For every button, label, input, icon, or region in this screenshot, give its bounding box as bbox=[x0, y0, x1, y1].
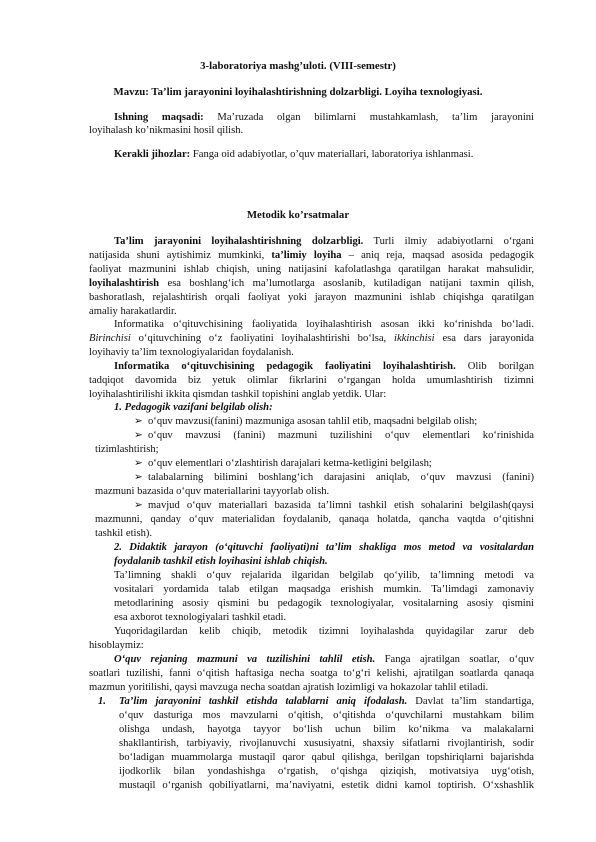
p6-line-1: Ta’lim jarayonini tashkil etishda talablarni aniq ifodalash. Davlat ta’lim standartiga, bbox=[119, 696, 534, 707]
purpose-line-2: loyihalash ko’nikmasini hosil qilish. bbox=[89, 125, 244, 136]
arrow-bullet-icon: ➢ bbox=[134, 430, 143, 441]
p1-line-2: natijasida shuni aytishimiz mumkinki, ta’limiy loyiha – aniq reja, maqsad asosida pedagogik bbox=[89, 250, 535, 261]
list1-item-cont: tashkil etish). bbox=[95, 528, 153, 539]
p3-line-1: Informatika o‘qituvchisining pedagogik faoliyatini loyihalashtirish. Olib borilgan bbox=[114, 361, 534, 372]
equipment-line: Kerakli jihozlar: Fanga oid adabiyotlar, o’quv materiallari, laboratoriya ishlanmasi. bbox=[114, 149, 474, 160]
lab-title: 3-laboratoriya mashg’uloti. (VIII-semestr) bbox=[200, 60, 396, 72]
p6-line: mustaqil o‘rganish qobiliyatlarni, ma’naviyatni, estetik didni kamol toptirish. O‘xshashlik bbox=[119, 780, 534, 791]
list1-item-cont: mazmuni bazasida o‘quv materiallarini tayyorlab olish. bbox=[95, 486, 330, 497]
p2-line-1: Informatika o‘qituvchisining faoliyatida loyihalashtirish asosan ikki ko‘rinishda bo‘ladi. bbox=[114, 319, 534, 330]
p1-line-1: Ta’lim jarayonini loyihalashtirishning dolzarbligi. Turli ilmiy adabiyotlarni o‘rgani bbox=[114, 236, 534, 247]
section-title: Metodik ko’rsatmalar bbox=[246, 209, 350, 221]
list2-line: metodlarining asosiy qismini bu pedagogik texnologiyalar, vositalarning asosiy qismini bbox=[114, 598, 534, 609]
p1-line-6: amaliy harakatlardir. bbox=[89, 306, 177, 317]
list1-item: ➢ mavjud o‘quv materiallari bazasida ta’limni tashkil etish sohalarini belgilash(qaysi bbox=[134, 500, 534, 511]
list2-line: Ta’limning shakli o‘quv rejalarida ilgaridan belgilab qo‘yilib, ta’limning metodi va bbox=[114, 570, 534, 581]
p5-line-1: O‘quv rejaning mazmuni va tuzilishini tahlil etish. Fanga ajratilgan soatlar, o‘quv bbox=[114, 654, 534, 665]
arrow-bullet-icon: ➢ bbox=[134, 458, 143, 469]
p2-line-2: Birinchisi o‘qituvchining o‘z faoliyatini loyihalashtirishi bo‘lsa, ikkinchisi esa dars jarayonida bbox=[89, 333, 534, 344]
list1-heading: 1. Pedagogik vazifani belgilab olish: bbox=[114, 402, 273, 413]
arrow-bullet-icon: ➢ bbox=[134, 500, 143, 511]
list1-item: ➢ o‘quv mavzusi(fanini) mazmuniga asosan tahlil etib, maqsadni belgilab olish; bbox=[134, 416, 478, 427]
list1-item: ➢ o‘quv elementlari o‘zlashtirish darajalari ketma-ketligini belgilash; bbox=[134, 458, 432, 469]
list1-item: ➢ o‘quv mavzusi (fanini) mazmuni tuzilishini o‘quv elementlari ko‘rinishida bbox=[134, 430, 534, 441]
p4-line-2: hisoblaymiz: bbox=[89, 640, 144, 651]
list1-item-cont: mazmunni, qanday o‘quv materialidan foydalanib, qanaqa holatda, qancha vaqtda o‘qitishni bbox=[95, 514, 534, 525]
p6-line: shakllantirish, tarbiyaviy, rivojlanuvchi xususiyatni, shaxsiy sifatlarni rivojlantirish, sodir bbox=[119, 738, 534, 749]
list2-line: vositalari yordamida talab etilgan maqsadga erishish mumkin. Ta’limdagi zamonaviy bbox=[114, 584, 534, 595]
list1-item-cont: tizimlashtirish; bbox=[95, 444, 159, 455]
p6-number: 1. bbox=[98, 696, 106, 707]
list1-item: ➢ talabalarning bilimini boshlang‘ich darajasini aniqlab, o‘quv mavzusi (fanini) bbox=[134, 472, 534, 483]
p4-line-1: Yuqoridagilardan kelib chiqib, metodik tizimni loyihalashda quyidagilar zarur deb bbox=[114, 626, 534, 637]
purpose-line-1: Ishning maqsadi: Ma’ruzada olgan bilimlarni mustahkamlash, ta’lim jarayonini bbox=[114, 112, 535, 123]
topic-line: Mavzu: Ta’lim jarayonini loyihalashtirishning dolzarbligi. Loyiha texnologiyasi. bbox=[113, 86, 483, 98]
list2-heading-1: 2. Didaktik jarayon (o‘qituvchi faoliyati)ni ta’lim shakliga mos metod va vositalardan bbox=[114, 542, 534, 553]
p5-line-2: soatlari tuzilishi, fanni o‘qitish haftasiga necha soatga to‘g‘ri kelishi, ajratilgan soatlarda qanaqa bbox=[89, 668, 534, 679]
list2-heading-2: foydalanib tashkil etish loyihasini ishlab chiqish. bbox=[114, 556, 328, 567]
p1-line-5: bashoratlash, rejalashtirish orqali faoliyat yoki jarayon mazmunini ishlab chiqishga qaratilgan bbox=[89, 292, 534, 303]
arrow-bullet-icon: ➢ bbox=[134, 472, 143, 483]
p6-line: olishga undash, hayotga tayyor bo‘lish uchun bilim ko‘nikma va malakalarni bbox=[119, 724, 534, 735]
p1-line-4: loyihalashtirish esa boshlang‘ich ma’lumotlarga asoslanib, kutiladigan natijani taxmin qilish, bbox=[89, 278, 534, 289]
p5-line-3: mazmun yoritilishi, qaysi mavzuga necha soatdan ajratish lozimligi va hokazolar tahlil etiladi. bbox=[89, 682, 489, 693]
p3-line-3: loyihalashtirilishi ikkita qismdan tashkil topishini anglab yetdik. Ular: bbox=[89, 389, 387, 400]
p6-line: ijodkorlik bilan yondashishga o‘rgatish, o‘qishga qiziqish, motivatsiya uyg‘otish, bbox=[119, 766, 534, 777]
p1-line-3: faoliyat mazmunini ishlab chiqish, uning natijasini kafolatlashga qaratilgan harakat mahsulidir, bbox=[89, 264, 534, 275]
p6-line: o‘quv dasturiga mos mavzularni o‘qitish, o‘qitishda o‘quvchilarni mustahkam bilim bbox=[119, 710, 534, 721]
list2-line: esa axborot texnologiyalari tashkil etadi. bbox=[114, 612, 287, 623]
p6-line: bo‘ladigan muammolarga mustaqil qaror qabul qilishga, berilgan topshiriqlarni bajarishda bbox=[119, 752, 534, 763]
p2-line-3: loyihaviy ta’lim texnologiyalaridan foydalanish. bbox=[89, 347, 294, 358]
p3-line-2: tadqiqot davomida biz yetuk olimlar fikrlarini o‘rgangan holda umumlashtirish tizimni bbox=[89, 375, 534, 386]
arrow-bullet-icon: ➢ bbox=[134, 416, 143, 427]
